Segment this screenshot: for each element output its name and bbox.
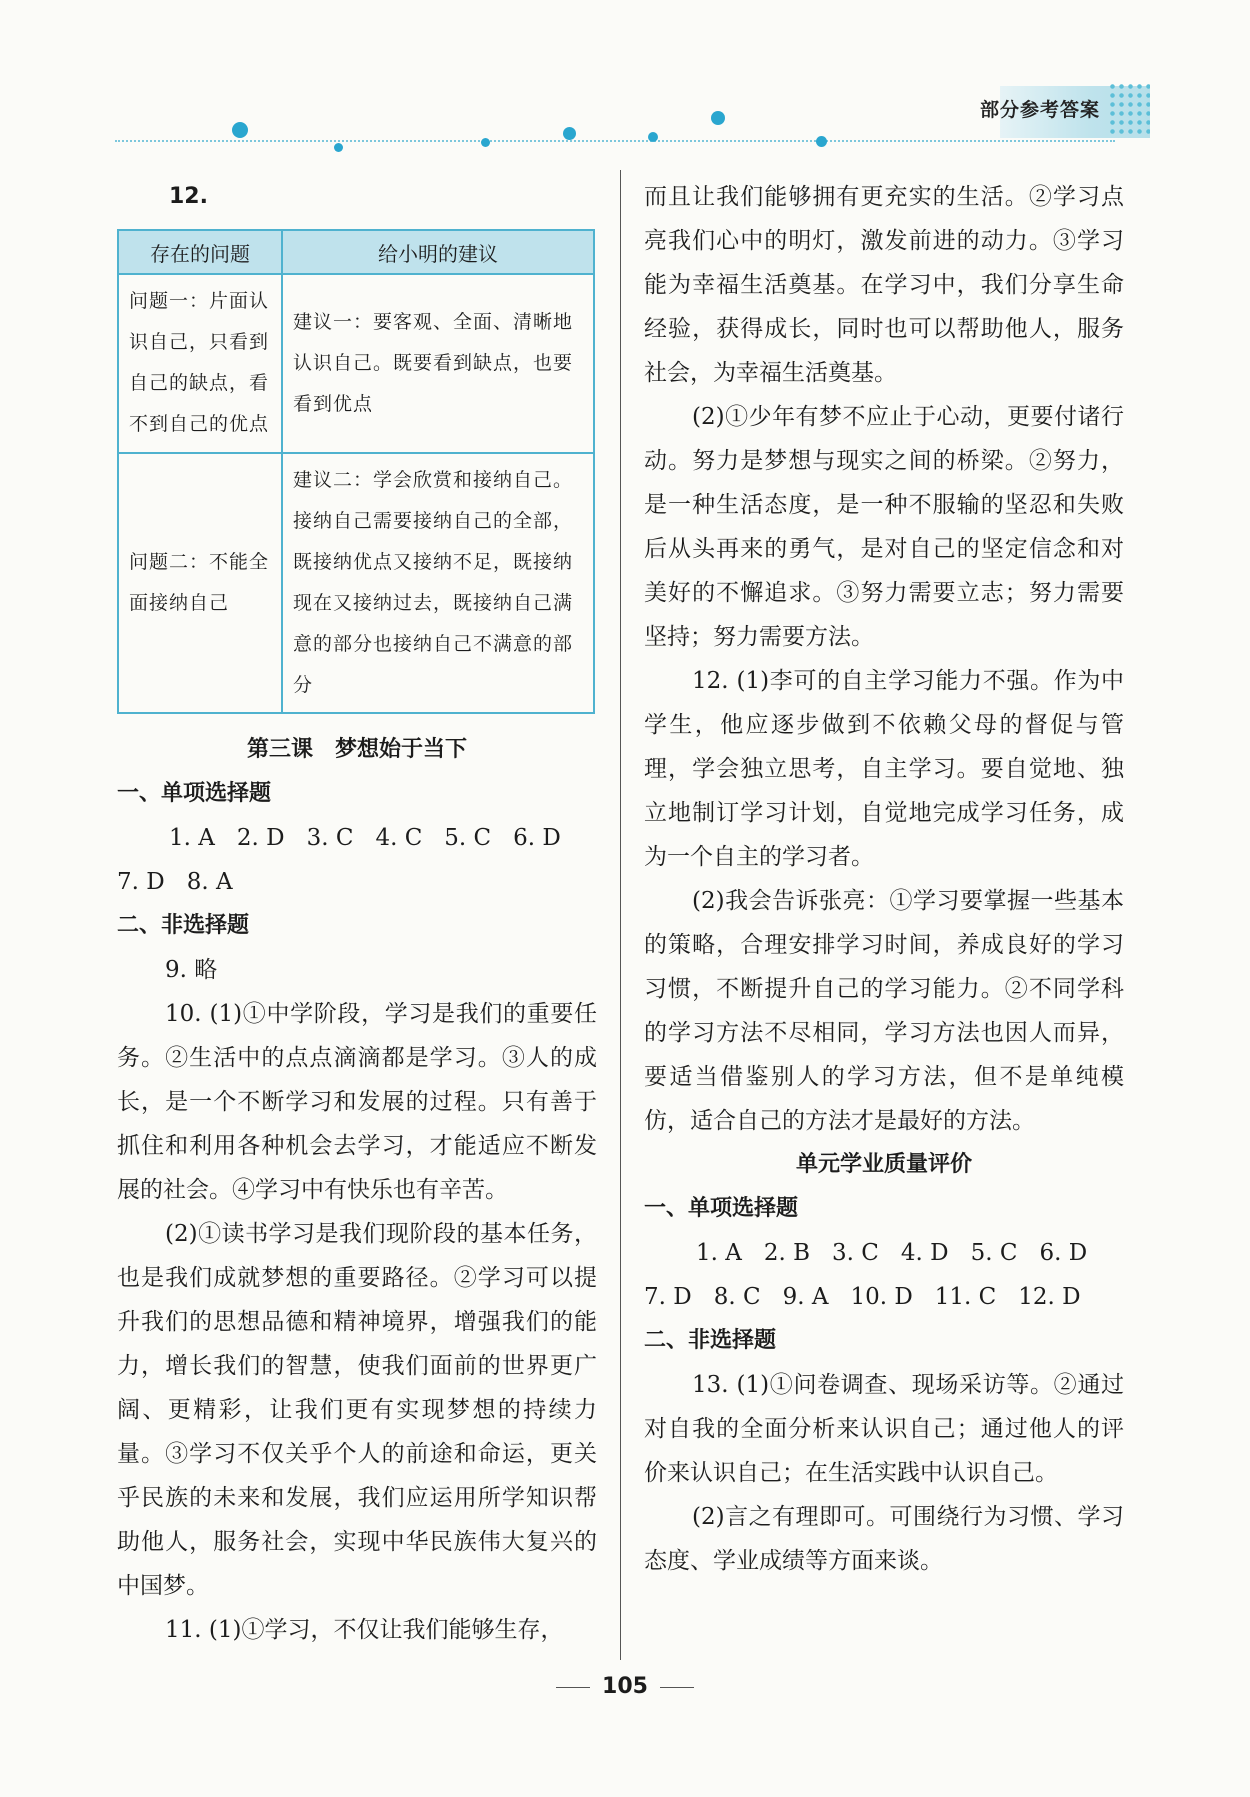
table-cell: 建议一：要客观、全面、清晰地认识自己。既要看到缺点，也要看到优点 <box>282 274 594 453</box>
header-title: 部分参考答案 <box>980 99 1101 121</box>
answer-item: 5. C <box>444 825 492 851</box>
answer-item: 1. A <box>696 1240 742 1266</box>
answer-row <box>117 816 597 860</box>
answer-item: 5. C <box>970 1240 1018 1266</box>
section-heading: 二、非选择题 <box>644 1328 777 1353</box>
answer-item: 11. C <box>934 1284 997 1310</box>
dots-decoration <box>1108 82 1150 136</box>
answer-row <box>644 1275 1124 1319</box>
bead-decoration <box>232 122 248 138</box>
right-column <box>644 175 1124 1583</box>
answer-item: 8. C <box>713 1284 761 1310</box>
bead-decoration <box>816 136 827 147</box>
question-13-part2: (2)言之有理即可。可围绕行为习惯、学习态度、学业成绩等方面来谈。 <box>644 1504 1124 1574</box>
bead-decoration <box>648 132 658 142</box>
header-dotted-line <box>115 140 1115 142</box>
page-number-dash <box>660 1687 694 1688</box>
table-header: 给小明的建议 <box>282 230 594 274</box>
question-12-table <box>117 229 595 714</box>
question-12-part2: (2)我会告诉张亮：①学习要掌握一些基本的策略，合理安排学习时间，养成良好的学习习惯，不断提升自己的学习能力。②不同学科的学习方法不尽相同，学习方法也因人而异，要适当借鉴别人的学习方法，但不是单纯模仿，适合自己的方法才是最好的方法。 <box>644 888 1124 1134</box>
bead-decoration <box>481 138 490 147</box>
answer-item: 1. A <box>169 825 215 851</box>
table-cell: 问题一：片面认识自己，只看到自己的缺点，看不到自己的优点 <box>118 274 282 453</box>
unit-title: 单元学业质量评价 <box>795 1152 972 1177</box>
left-column <box>117 175 597 1652</box>
table-cell: 问题二：不能全面接纳自己 <box>118 453 282 713</box>
section-heading: 一、单项选择题 <box>117 781 272 806</box>
answer-item: 8. A <box>186 869 233 895</box>
answer-item: 9. A <box>782 1284 829 1310</box>
answer-item: 2. D <box>236 825 285 851</box>
page-number-dash <box>556 1687 590 1688</box>
page-number <box>0 1674 1250 1699</box>
table-cell: 建议二：学会欣赏和接纳自己。接纳自己需要接纳自己的全部，既接纳优点又接纳不足，既接纳现在又接纳过去，既接纳自己满意的部分也接纳自己不满意的部分 <box>282 453 594 713</box>
question-12-label: 12. <box>169 184 208 209</box>
section-heading: 一、单项选择题 <box>644 1196 799 1221</box>
bead-decoration <box>711 111 725 125</box>
answer-item: 6. D <box>513 825 561 851</box>
question-11-part1: 11. (1)①学习，不仅让我们能够生存， <box>165 1617 564 1643</box>
table-header: 存在的问题 <box>118 230 282 274</box>
answer-item: 7. D <box>644 1284 692 1310</box>
bead-decoration <box>334 143 343 152</box>
question-13-part1: 13. (1)①问卷调查、现场采访等。②通过对自我的全面分析来认识自己；通过他人的评价来认识自己；在生活实践中认识自己。 <box>644 1372 1124 1486</box>
answer-item: 3. C <box>306 825 354 851</box>
bead-decoration <box>563 127 576 140</box>
question-10-part2: (2)①读书学习是我们现阶段的基本任务，也是我们成就梦想的重要路径。②学习可以提升我们的思想品德和精神境界，增强我们的能力，增长我们的智慧，使我们面前的世界更广阔、更精彩，让我们更有实现梦想的持续力量。③学习不仅关乎个人的前途和命运，更关乎民族的未来和发展，我们应运用所学知识帮助他人，服务社会，实现中华民族伟大复兴的中国梦。 <box>117 1221 597 1599</box>
table-row <box>118 274 594 453</box>
question-9-answer: 9. 略 <box>165 957 218 983</box>
section-heading: 二、非选择题 <box>117 913 250 938</box>
answer-item: 4. C <box>375 825 423 851</box>
answer-item: 4. D <box>900 1240 949 1266</box>
question-11-part2: (2)①少年有梦不应止于心动，更要付诸行动。努力是梦想与现实之间的桥梁。②努力，是一种生活态度，是一种不服输的坚忍和失败后从头再来的勇气，是对自己的坚定信念和对美好的不懈追求。③努力需要立志；努力需要坚持；努力需要方法。 <box>644 404 1124 650</box>
answer-row <box>644 1231 1124 1275</box>
lesson-title: 第三课 梦想始于当下 <box>246 737 467 762</box>
question-11-continued: 而且让我们能够拥有更充实的生活。②学习点亮我们心中的明灯，激发前进的动力。③学习能为幸福生活奠基。在学习中，我们分享生命经验，获得成长，同时也可以帮助他人，服务社会，为幸福生活奠基。 <box>644 184 1124 386</box>
column-divider <box>620 170 621 1660</box>
question-12-part1: 12. (1)李可的自主学习能力不强。作为中学生，他应逐步做到不依赖父母的督促与管理，学会独立思考，自主学习。要自觉地、独立地制订学习计划，自觉地完成学习任务，成为一个自主的学习者。 <box>644 668 1124 870</box>
answer-item: 12. D <box>1018 1284 1081 1310</box>
answer-item: 3. C <box>832 1240 879 1266</box>
page-number-text: 105 <box>602 1674 648 1699</box>
answer-row <box>117 860 597 904</box>
answer-item: 10. D <box>850 1284 913 1310</box>
answer-item: 7. D <box>117 869 165 895</box>
table-row <box>118 453 594 713</box>
question-10-part1: 10. (1)①中学阶段，学习是我们的重要任务。②生活中的点点滴滴都是学习。③人的成长，是一个不断学习和发展的过程。只有善于抓住和利用各种机会去学习，才能适应不断发展的社会。④学习中有快乐也有辛苦。 <box>117 1001 597 1203</box>
answer-item: 2. B <box>763 1240 811 1266</box>
answer-item: 6. D <box>1039 1240 1088 1266</box>
